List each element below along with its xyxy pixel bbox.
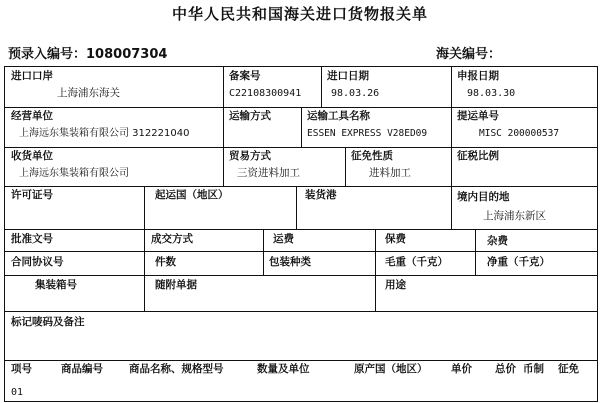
page-title: 中华人民共和国海关进口货物报关单 bbox=[171, 5, 428, 23]
rule bbox=[144, 275, 145, 311]
tax-ratio-label: 征税比例 bbox=[457, 150, 499, 162]
rule bbox=[345, 147, 346, 186]
rule bbox=[5, 311, 597, 312]
package-label: 包装种类 bbox=[269, 256, 311, 268]
usage-label: 用途 bbox=[385, 279, 406, 291]
rule bbox=[5, 229, 597, 230]
operator-label: 经营单位 bbox=[11, 110, 53, 122]
destination-label: 境内目的地 bbox=[457, 191, 510, 203]
contract-label: 合同协议号 bbox=[11, 256, 64, 268]
pre-entry-label: 预录入编号： bbox=[8, 47, 87, 62]
misc-label: 杂费 bbox=[487, 235, 508, 247]
goods-col-code: 商品编号 bbox=[61, 363, 103, 375]
customs-number-label: 海关编号： bbox=[436, 47, 502, 62]
goods-col-name-spec: 商品名称、规格型号 bbox=[129, 363, 224, 375]
exemption-value: 进料加工 bbox=[369, 167, 411, 179]
consignee-label: 收货单位 bbox=[11, 150, 53, 162]
freight-label: 运费 bbox=[273, 233, 294, 245]
rule bbox=[144, 229, 145, 251]
consignee-value: 上海远东集装箱有限公司 bbox=[19, 168, 129, 179]
port-value: 上海浦东海关 bbox=[57, 87, 120, 99]
rule bbox=[223, 147, 224, 186]
goods-first-item: 01 bbox=[11, 387, 24, 398]
declaration-form bbox=[4, 66, 598, 402]
rule bbox=[296, 186, 297, 229]
exemption-label: 征免性质 bbox=[351, 150, 393, 162]
rule bbox=[5, 275, 597, 276]
deal-mode-label: 成交方式 bbox=[151, 233, 193, 245]
rule bbox=[475, 251, 476, 275]
declare-date-value: 98.03.30 bbox=[467, 88, 516, 99]
rule bbox=[301, 107, 302, 147]
import-date-label: 进口日期 bbox=[327, 70, 369, 82]
approval-label: 批准文号 bbox=[11, 233, 53, 245]
bill-label: 提运单号 bbox=[457, 110, 499, 122]
rule bbox=[223, 67, 224, 107]
pre-entry-number bbox=[8, 43, 167, 62]
loading-port-label: 装货港 bbox=[305, 189, 337, 201]
rule bbox=[5, 147, 597, 148]
record-label: 备案号 bbox=[229, 70, 261, 82]
rule bbox=[223, 107, 224, 147]
goods-col-qty-unit: 数量及单位 bbox=[257, 363, 310, 375]
vehicle-value: ESSEN EXPRESS V28ED09 bbox=[307, 128, 428, 139]
rule bbox=[144, 186, 145, 229]
rule bbox=[5, 251, 597, 252]
goods-col-total: 总价 bbox=[495, 363, 516, 375]
rule bbox=[451, 147, 452, 186]
transport-mode-label: 运输方式 bbox=[229, 110, 271, 122]
goods-col-exemption: 征免 bbox=[558, 363, 579, 375]
destination-value: 上海浦东新区 bbox=[483, 210, 546, 222]
rule bbox=[375, 275, 376, 311]
rule bbox=[144, 251, 145, 275]
rule bbox=[375, 229, 376, 251]
rule bbox=[321, 67, 322, 107]
goods-col-currency: 币制 bbox=[523, 363, 544, 375]
port-label: 进口口岸 bbox=[11, 70, 53, 82]
trade-mode-label: 贸易方式 bbox=[229, 150, 271, 162]
goods-col-unit-price: 单价 bbox=[451, 363, 472, 375]
rule bbox=[5, 186, 597, 187]
rule bbox=[263, 251, 264, 275]
rule bbox=[263, 229, 264, 251]
rule bbox=[451, 186, 452, 229]
marks-label: 标记唛码及备注 bbox=[11, 316, 85, 328]
rule bbox=[451, 107, 452, 147]
declare-date-label: 申报日期 bbox=[457, 70, 499, 82]
net-weight-label: 净重（千克） bbox=[487, 256, 550, 268]
insurance-label: 保费 bbox=[385, 233, 406, 245]
goods-col-item-no: 项号 bbox=[11, 363, 32, 375]
vehicle-label: 运输工具名称 bbox=[307, 110, 370, 122]
container-label: 集装箱号 bbox=[35, 279, 77, 291]
gross-weight-label: 毛重（千克） bbox=[385, 256, 448, 268]
operator-value: 上海远东集装箱有限公司 312221040 bbox=[19, 128, 190, 139]
customs-number bbox=[436, 43, 501, 62]
pre-entry-value: 108007304 bbox=[86, 47, 168, 62]
rule bbox=[451, 67, 452, 107]
origin-country-label: 起运国（地区） bbox=[155, 189, 229, 201]
goods-col-origin: 原产国（地区） bbox=[354, 363, 428, 375]
rule bbox=[375, 251, 376, 275]
rule bbox=[475, 229, 476, 251]
license-label: 许可证号 bbox=[11, 189, 53, 201]
documents-label: 随附单据 bbox=[155, 279, 197, 291]
bill-value: MISC 200000537 bbox=[479, 128, 560, 139]
record-value: C22108300941 bbox=[229, 88, 302, 99]
pieces-label: 件数 bbox=[155, 256, 176, 268]
trade-mode-value: 三资进料加工 bbox=[237, 167, 300, 179]
import-date-value: 98.03.26 bbox=[331, 88, 380, 99]
rule bbox=[5, 360, 597, 361]
